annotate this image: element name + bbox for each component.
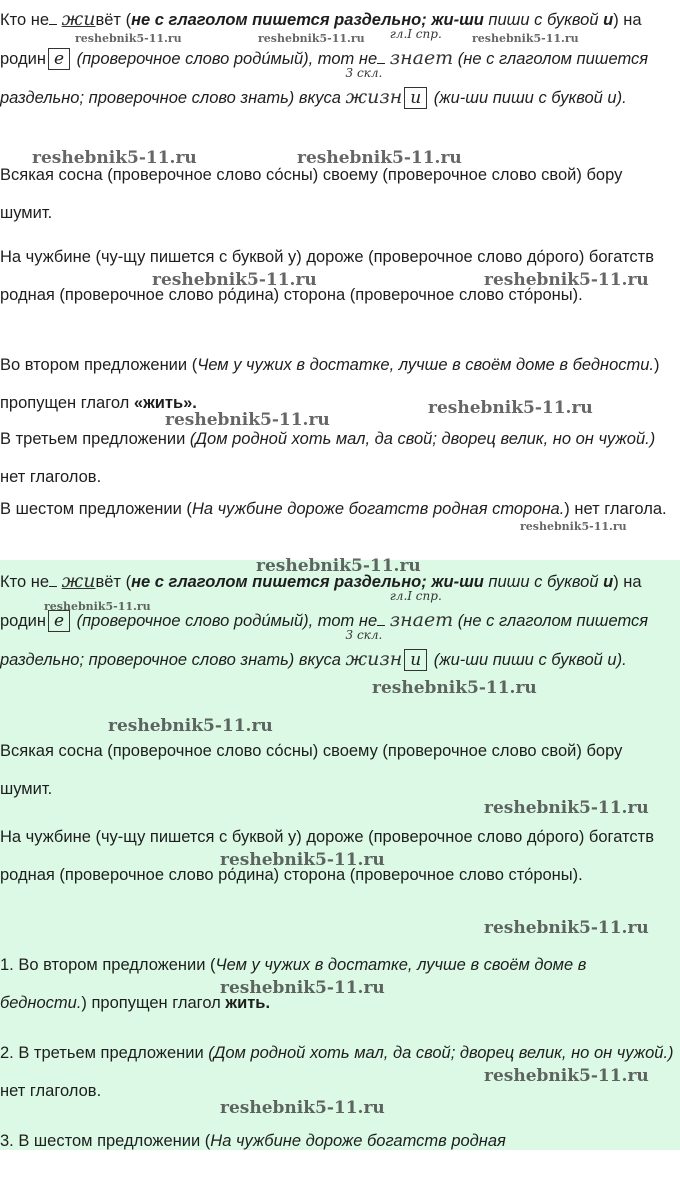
sentence-2: Всякая сосна (проверочное слово со́сны) своему (проверочное слово свой) бору шумит. bbox=[0, 742, 623, 798]
note-no-verbs bbox=[0, 1034, 676, 1110]
note-no-verbs bbox=[0, 420, 676, 496]
watermark: reshebnik5-11.ru bbox=[428, 398, 593, 418]
quoted-sentence: На чужбине дороже богатств родная bbox=[210, 1132, 506, 1150]
watermark: reshebnik5-11.ru bbox=[220, 978, 385, 998]
text: В шестом предложении ( bbox=[0, 500, 192, 518]
text: ) на родин bbox=[0, 11, 642, 68]
conjugation-note: гл.I спр. bbox=[389, 589, 442, 603]
boxed-letter: е bbox=[48, 48, 70, 70]
text: 3. В шестом предложении ( bbox=[0, 1132, 211, 1150]
text: Кто не bbox=[0, 11, 50, 29]
watermark: reshebnik5-11.ru bbox=[484, 798, 649, 818]
rule-text: (жи-ши пиши с буквой и). bbox=[429, 89, 627, 107]
watermark: reshebnik5-11.ru bbox=[220, 1098, 385, 1118]
watermark: reshebnik5-11.ru bbox=[75, 32, 182, 45]
verb: жить. bbox=[225, 994, 271, 1012]
text: ) нет глагола. bbox=[564, 500, 667, 518]
watermark: reshebnik5-11.ru bbox=[108, 716, 273, 736]
blank-mark bbox=[377, 611, 385, 626]
text: ) пропущен глагол bbox=[81, 994, 226, 1012]
watermark: reshebnik5-11.ru bbox=[297, 148, 462, 168]
sentence-2: Всякая сосна (проверочное слово со́сны) своему (проверочное слово свой) бору шумит. bbox=[0, 166, 623, 222]
check-word: (не с глаголом пишется раздельно; проверочное слово знать) вкуса bbox=[0, 612, 649, 669]
note-verb-missing bbox=[0, 346, 676, 422]
watermark: reshebnik5-11.ru bbox=[152, 270, 317, 290]
watermark: reshebnik5-11.ru bbox=[520, 520, 627, 533]
answer-block-1 bbox=[0, 0, 680, 560]
rule-text: не с глаголом пишется раздельно; bbox=[131, 11, 432, 29]
conjugation-note: гл.I спр. bbox=[389, 27, 442, 41]
declension-note: 3 скл. bbox=[345, 66, 383, 80]
text: 1. Во втором предложении ( bbox=[0, 956, 216, 974]
check-word: (проверочное слово роди́мый), тот не bbox=[72, 612, 378, 630]
text: вёт ( bbox=[95, 11, 132, 29]
note-no-verb bbox=[0, 490, 676, 528]
rule-text: пиши с буквой bbox=[483, 573, 604, 591]
handwritten-word: жизн bbox=[345, 648, 403, 670]
rule-text: жи-ши bbox=[431, 573, 484, 591]
watermark: reshebnik5-11.ru bbox=[258, 32, 365, 45]
rule-text: пиши с буквой bbox=[483, 11, 604, 29]
quoted-sentence: Чем у чужих в достатке, лучше в своём доме в бедности. bbox=[197, 356, 655, 374]
blank-mark bbox=[49, 10, 57, 25]
watermark: reshebnik5-11.ru bbox=[256, 556, 421, 576]
watermark: reshebnik5-11.ru bbox=[44, 600, 151, 613]
handwritten-letter: жи bbox=[61, 570, 96, 592]
boxed-letter: и bbox=[404, 87, 427, 109]
rule-text: и bbox=[603, 573, 614, 591]
handwritten-word: знает bbox=[389, 609, 454, 631]
sentence-1 bbox=[0, 0, 676, 117]
text: 2. В третьем предложении bbox=[0, 1044, 209, 1062]
text: ) пропущен глагол bbox=[0, 356, 660, 412]
watermark: reshebnik5-11.ru bbox=[32, 148, 197, 168]
verb: «жить». bbox=[133, 394, 197, 412]
note-verb-missing bbox=[0, 946, 676, 1022]
text: вёт ( bbox=[95, 573, 132, 591]
text: нет глаголов. bbox=[0, 468, 102, 486]
watermark: reshebnik5-11.ru bbox=[484, 270, 649, 290]
handwritten-word: жизн bbox=[345, 86, 403, 108]
rule-text: не с глаголом пишется раздельно; bbox=[131, 573, 432, 591]
check-word: (не с глаголом пишется раздельно; проверочное слово знать) вкуса bbox=[0, 50, 649, 107]
blank-mark bbox=[49, 572, 57, 587]
sentence-3: На чужбине (чу-щу пишется с буквой у) дороже (проверочное слово до́рого) богатств родная (проверочное слово ро́дина) сторона (проверочное слово сто́роны). bbox=[0, 248, 654, 304]
text: Кто не bbox=[0, 573, 50, 591]
watermark: reshebnik5-11.ru bbox=[484, 1066, 649, 1086]
quoted-sentence: Чем у чужих в достатке, лучше в своём доме в бедности. bbox=[0, 956, 587, 1012]
sentence-1 bbox=[0, 562, 676, 679]
boxed-letter: и bbox=[404, 649, 427, 671]
note-no-verb bbox=[0, 1122, 676, 1160]
watermark: reshebnik5-11.ru bbox=[165, 410, 330, 430]
declension-note: 3 скл. bbox=[345, 628, 383, 642]
watermark: reshebnik5-11.ru bbox=[484, 918, 649, 938]
quoted-sentence: (Дом родной хоть мал, да свой; дворец велик, но он чужой.) bbox=[208, 1044, 674, 1062]
handwritten-word: знает bbox=[389, 47, 454, 69]
check-word: (проверочное слово роди́мый), тот не bbox=[72, 50, 378, 68]
text: В третьем предложении bbox=[0, 430, 190, 448]
text: ) на родин bbox=[0, 573, 642, 630]
rule-text: (жи-ши пиши с буквой и). bbox=[429, 651, 627, 669]
watermark: reshebnik5-11.ru bbox=[220, 850, 385, 870]
sentence-3: На чужбине (чу-щу пишется с буквой у) дороже (проверочное слово до́рого) богатств родная (проверочное слово ро́дина) сторона (проверочное слово сто́роны). bbox=[0, 828, 654, 884]
text: нет глаголов. bbox=[0, 1082, 102, 1100]
rule-text: жи-ши bbox=[431, 11, 484, 29]
blank-mark bbox=[377, 49, 385, 64]
handwritten-letter: жи bbox=[61, 8, 96, 30]
rule-text: и bbox=[603, 11, 614, 29]
answer-block-2 bbox=[0, 560, 680, 1150]
boxed-letter: е bbox=[48, 610, 70, 632]
text: Во втором предложении ( bbox=[0, 356, 198, 374]
watermark: reshebnik5-11.ru bbox=[472, 32, 579, 45]
watermark: reshebnik5-11.ru bbox=[372, 678, 537, 698]
quoted-sentence: На чужбине дороже богатств родная сторона. bbox=[191, 500, 565, 518]
quoted-sentence: (Дом родной хоть мал, да свой; дворец велик, но он чужой.) bbox=[189, 430, 656, 448]
